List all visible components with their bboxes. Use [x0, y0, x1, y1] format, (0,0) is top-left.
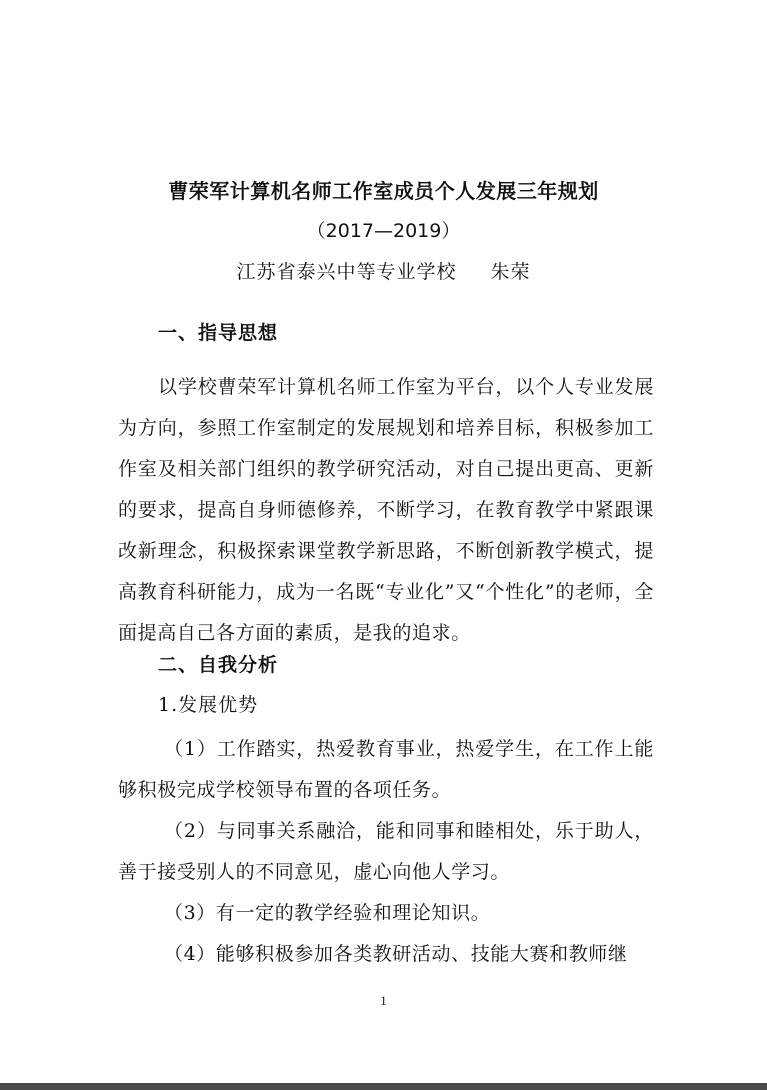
strength-item-3: （3）有一定的教学经验和理论知识。: [164, 902, 491, 924]
document-subtitle: （2017—2019）: [306, 220, 461, 242]
author-name: 朱荣: [490, 261, 531, 283]
page-number: 1: [380, 993, 387, 1008]
document-title: 曹荣军计算机名师工作室成员个人发展三年规划: [168, 179, 599, 203]
strength-item-1: （1）工作踏实，热爱教育事业，热爱学生，在工作上能够积极完成学校领导布置的各项任务。: [118, 738, 654, 801]
strength-item-4: （4）能够积极参加各类教研活动、技能大赛和教师继: [164, 943, 628, 965]
sub-heading-strengths: 1.发展优势: [158, 694, 259, 716]
section-paragraph-guiding-ideology: 以学校曹荣军计算机名师工作室为平台，以个人专业发展为方向，参照工作室制定的发展规划和培养目标，积极参加工作室及相关部门组织的教学研究活动，对自己提出更高、更新的要求，提高自身师德修养，不断学习，在教育教学中紧跟课改新理念，积极探索课堂教学新思路，不断创新教学模式，提高教育科研能力，成为一名既“专业化”又“个性化”的老师，全面提高自己各方面的素质，是我的追求。: [118, 376, 654, 644]
section-heading-self-analysis: 二、自我分析: [158, 654, 279, 676]
strength-item-2: （2）与同事关系融洽，能和同事和睦相处，乐于助人，善于接受别人的不同意见，虚心向他人学习。: [118, 820, 654, 883]
author-line: [0, 257, 767, 287]
bottom-edge-bar: [0, 1083, 767, 1090]
section-heading-guiding-ideology: 一、指导思想: [158, 322, 279, 344]
author-school: 江苏省泰兴中等专业学校: [236, 261, 457, 283]
